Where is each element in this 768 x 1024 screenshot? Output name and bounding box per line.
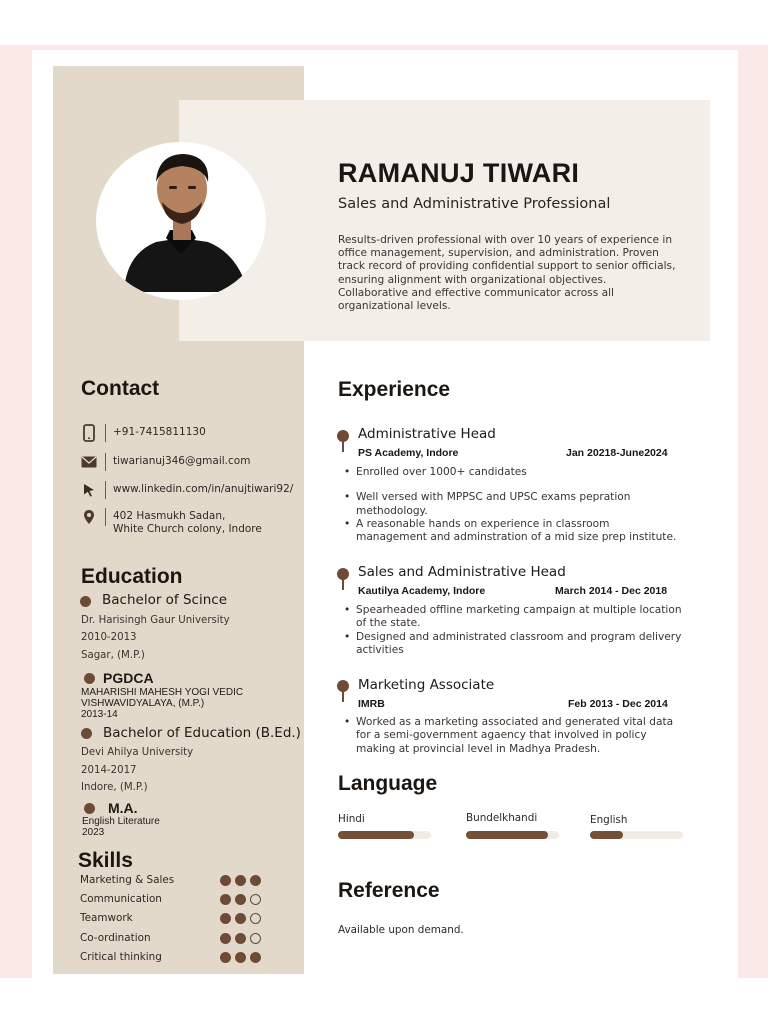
language-name: Bundelkhandi xyxy=(466,812,538,824)
skill-rating xyxy=(220,894,261,905)
address-line-1: 402 Hasmukh Sadan, xyxy=(113,510,226,522)
filled-dot-icon xyxy=(220,875,231,886)
job-organization: Kautilya Academy, Indore xyxy=(358,585,486,597)
skill-row xyxy=(80,893,270,907)
filled-dot-icon xyxy=(235,952,246,963)
empty-dot-icon xyxy=(250,913,261,924)
contact-linkedin xyxy=(80,481,293,499)
language-item xyxy=(590,814,628,826)
education-location: Sagar, (M.P.) xyxy=(81,650,145,661)
timeline-stem xyxy=(342,690,344,702)
linkedin-url[interactable]: www.linkedin.com/in/anujtiwari92/ xyxy=(113,483,294,495)
language-bar-fill xyxy=(466,831,548,839)
skill-rating xyxy=(220,875,261,886)
skill-name: Critical thinking xyxy=(80,951,162,963)
education-bullet-icon xyxy=(81,728,92,739)
profile-photo xyxy=(96,142,266,300)
education-years: 2013-14 xyxy=(81,709,118,720)
email-icon xyxy=(80,453,98,471)
contact-phone xyxy=(80,424,206,442)
filled-dot-icon xyxy=(220,894,231,905)
education-degree: PGDCA xyxy=(103,670,154,686)
skill-row xyxy=(80,951,270,965)
skill-row xyxy=(80,874,270,888)
top-margin xyxy=(0,0,768,45)
skill-name: Marketing & Sales xyxy=(80,874,175,886)
reference-text: Available upon demand. xyxy=(338,924,464,936)
bottom-margin xyxy=(0,978,768,1024)
contact-email xyxy=(80,453,250,471)
cursor-icon xyxy=(80,481,98,499)
language-bar xyxy=(338,831,431,839)
education-institution: Dr. Harisingh Gaur University xyxy=(81,615,230,626)
job-dates: Jan 20218-June2024 xyxy=(566,447,668,459)
candidate-title: Sales and Administrative Professional xyxy=(338,196,611,212)
job-bullets xyxy=(342,466,682,544)
education-years: 2014-2017 xyxy=(81,765,137,776)
job-role: Sales and Administrative Head xyxy=(358,564,566,580)
filled-dot-icon xyxy=(235,913,246,924)
skill-name: Co-ordination xyxy=(80,932,151,944)
skill-name: Teamwork xyxy=(80,912,133,924)
person-photo-icon xyxy=(96,142,266,300)
contact-address xyxy=(80,508,262,536)
job-role: Marketing Associate xyxy=(358,677,495,693)
education-location: Indore, (M.P.) xyxy=(81,782,148,793)
job-bullet: • Spearheaded offline marketing campaign at multiple location of the state. xyxy=(342,604,682,631)
job-dates: March 2014 - Dec 2018 xyxy=(555,585,668,597)
experience-heading: Experience xyxy=(338,378,451,401)
empty-dot-icon xyxy=(250,894,261,905)
filled-dot-icon xyxy=(235,894,246,905)
address xyxy=(113,508,262,536)
language-heading: Language xyxy=(338,772,438,795)
skill-name: Communication xyxy=(80,893,162,905)
timeline-stem xyxy=(342,578,344,590)
job-bullet: • Designed and administrated classroom and program delivery activities xyxy=(342,631,682,658)
reference-heading: Reference xyxy=(338,879,440,902)
filled-dot-icon xyxy=(250,875,261,886)
email-address[interactable]: tiwarianuj346@gmail.com xyxy=(113,455,251,467)
skill-rating xyxy=(220,913,261,924)
education-institution: Devi Ahilya University xyxy=(81,747,194,758)
education-years: 2010-2013 xyxy=(81,632,137,643)
education-bullet-icon xyxy=(84,673,95,684)
language-bar-fill xyxy=(590,831,623,839)
filled-dot-icon xyxy=(220,913,231,924)
job-bullet: • Enrolled over 1000+ candidates xyxy=(342,466,682,479)
filled-dot-icon xyxy=(220,933,231,944)
job-organization: PS Academy, Indore xyxy=(358,447,459,459)
filled-dot-icon xyxy=(220,952,231,963)
language-name: English xyxy=(590,814,628,826)
education-field: English Literature xyxy=(82,816,160,827)
language-bar-fill xyxy=(338,831,414,839)
skill-rating xyxy=(220,933,261,944)
phone-icon xyxy=(80,424,98,442)
job-role: Administrative Head xyxy=(358,426,496,442)
timeline-stem xyxy=(342,440,344,452)
filled-dot-icon xyxy=(250,952,261,963)
empty-dot-icon xyxy=(250,933,261,944)
job-bullet: • A reasonable hands on experience in classroom management and adminstration of a mid size prep institute. xyxy=(342,518,682,545)
job-bullet: • Worked as a marketing associated and generated vital data for a semi-government agaency that involved in policy making at provincial level in Madhya Pradesh. xyxy=(342,716,682,756)
filled-dot-icon xyxy=(235,875,246,886)
education-bullet-icon xyxy=(80,596,91,607)
job-dates: Feb 2013 - Dec 2014 xyxy=(568,698,668,710)
skill-row xyxy=(80,932,270,946)
job-bullets xyxy=(342,716,682,756)
contact-heading: Contact xyxy=(81,377,160,400)
phone-number[interactable]: +91-7415811130 xyxy=(113,426,206,438)
job-bullets xyxy=(342,604,682,657)
location-icon xyxy=(80,508,98,526)
language-item xyxy=(466,812,537,824)
language-name: Hindi xyxy=(338,813,365,825)
skill-row xyxy=(80,912,270,926)
skills-heading: Skills xyxy=(78,849,133,872)
education-years: 2023 xyxy=(82,827,105,838)
filled-dot-icon xyxy=(235,933,246,944)
language-bar xyxy=(466,831,559,839)
education-degree: M.A. xyxy=(108,800,138,816)
job-bullet: • Well versed with MPPSC and UPSC exams pepration methodology. xyxy=(342,491,682,518)
education-degree: Bachelor of Scince xyxy=(102,592,228,608)
education-heading: Education xyxy=(81,565,183,588)
education-institution: MAHARISHI MAHESH YOGI VEDIC xyxy=(81,687,244,698)
candidate-name: RAMANUJ TIWARI xyxy=(338,158,580,188)
skill-rating xyxy=(220,952,261,963)
education-institution-line-2: VISHWAVIDYALAYA, (M.P.) xyxy=(81,698,205,709)
language-item xyxy=(338,813,365,825)
address-line-2: White Church colony, Indore xyxy=(113,523,262,535)
education-degree: Bachelor of Education (B.Ed.) xyxy=(103,725,301,741)
job-organization: IMRB xyxy=(358,698,385,710)
language-bar xyxy=(590,831,683,839)
education-bullet-icon xyxy=(84,803,95,814)
profile-summary: Results-driven professional with over 10 years of experience in office management, supervision, and administration. Proven track record of providing confidential support to senior officials, ensuring alignment with organizational objectives. Collaborative and effective communicator across all organizational levels. xyxy=(338,234,676,313)
